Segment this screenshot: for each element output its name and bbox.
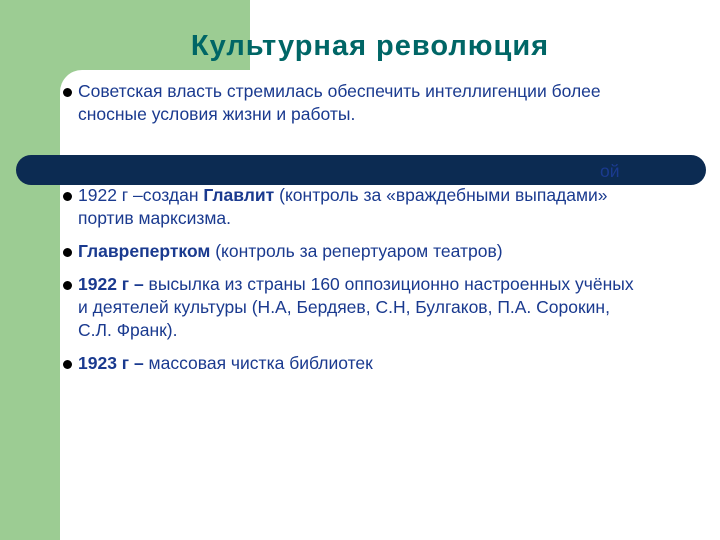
bullet-strong: 1923 г – <box>78 353 144 373</box>
bullet-item <box>60 352 640 375</box>
bullet-prefix: 1922 г –создан <box>78 185 204 205</box>
bullet-text: (контроль за «враждебными выпадами» портив марксизма. <box>78 185 608 228</box>
bullet-list <box>60 80 640 375</box>
bullet-dot-icon <box>63 360 72 369</box>
bullet-strong: Главрепертком <box>78 241 211 261</box>
bullet-item <box>60 184 640 230</box>
bullet-strong: 1922 г – <box>78 274 144 294</box>
bullet-text: массовая чистка библиотек <box>143 353 373 373</box>
bullet-item <box>60 273 640 342</box>
occluded-text-tail: ой <box>600 161 620 181</box>
bullet-dot-icon <box>63 248 72 257</box>
bullet-item <box>60 240 640 263</box>
slide-title: Культурная революция <box>190 30 550 62</box>
bullet-dot-icon <box>63 192 72 201</box>
bullet-text: Советская власть стремилась обеспечить интеллигенции более сносные условия жизни и работы. <box>78 81 601 124</box>
bullet-dot-icon <box>63 88 72 97</box>
bullet-item <box>60 80 640 126</box>
bullet-dot-icon <box>63 281 72 290</box>
bullet-text: (контроль за репертуаром театров) <box>210 241 503 261</box>
decorative-green-sidebar <box>0 0 60 540</box>
bullet-strong: Главлит <box>203 185 275 205</box>
bullet-text: высылка из страны 160 оппозиционно настроенных учёных и деятелей культуры (Н.А, Бердяев, С.Н, Булгаков, П.А. Сорокин, С.Л. Франк). <box>78 274 634 340</box>
